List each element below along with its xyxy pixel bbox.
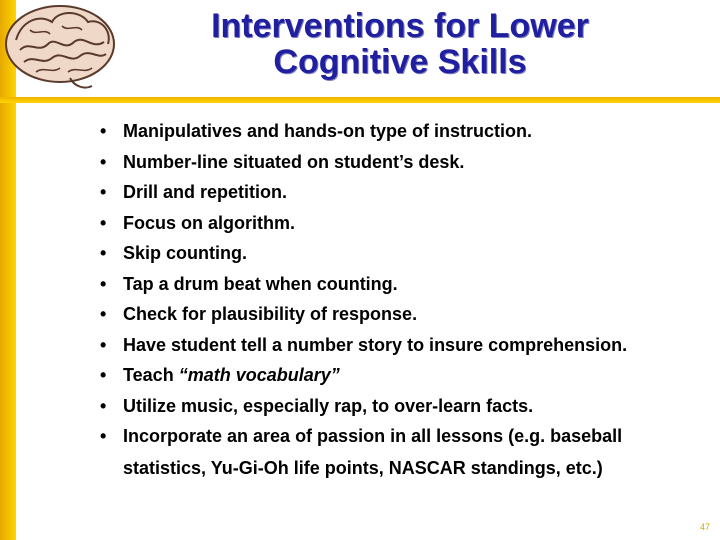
list-item xyxy=(100,242,700,264)
bullet-list xyxy=(100,120,700,493)
list-item xyxy=(100,273,700,295)
list-item xyxy=(100,120,700,142)
vocab-term: “math vocabulary” xyxy=(178,365,340,385)
title-line-1: Interventions for Lower xyxy=(211,7,589,45)
bullet-text: Have student tell a number story to insure comprehension. xyxy=(123,334,628,355)
list-item xyxy=(100,181,700,203)
bullet-icon: • xyxy=(100,182,107,202)
bullet-text: Focus on algorithm. xyxy=(123,212,296,233)
list-item xyxy=(100,425,700,484)
bullet-text xyxy=(123,364,700,386)
bullet-icon: • xyxy=(100,304,107,324)
list-item xyxy=(100,151,700,173)
list-item xyxy=(100,334,700,356)
bullet-icon: • xyxy=(100,426,107,446)
title-divider xyxy=(0,97,720,103)
brain-icon xyxy=(0,0,118,92)
title-line-2: Cognitive Skills xyxy=(273,43,527,81)
bullet-icon: • xyxy=(100,395,107,416)
bullet-icon: • xyxy=(100,334,107,355)
bullet-icon: • xyxy=(100,273,107,294)
bullet-text: Number-line situated on student’s desk. xyxy=(123,151,465,172)
list-item xyxy=(100,364,700,386)
list-item xyxy=(100,212,700,234)
bullet-text: Check for plausibility of response. xyxy=(123,304,418,324)
bullet-icon: • xyxy=(100,151,107,172)
bullet-text: Manipulatives and hands-on type of instruction. xyxy=(123,121,533,141)
bullet-text: Drill and repetition. xyxy=(123,182,288,202)
bullet-text: Tap a drum beat when counting. xyxy=(123,273,398,294)
bullet-icon: • xyxy=(100,121,107,141)
bullet-icon: • xyxy=(100,243,107,263)
bullet-icon: • xyxy=(100,212,107,233)
page-number: 47 xyxy=(699,522,710,532)
bullet-text: Incorporate an area of passion in all lessons (e.g. baseball statistics, Yu-Gi-Oh life points, NASCAR standings, etc.) xyxy=(123,426,623,478)
bullet-text: Skip counting. xyxy=(123,243,247,263)
bullet-icon: • xyxy=(100,365,107,385)
bullet-text: Utilize music, especially rap, to over-learn facts. xyxy=(123,395,534,416)
list-item xyxy=(100,395,700,417)
slide-title xyxy=(180,8,620,80)
vocab-prefix: Teach xyxy=(123,365,179,385)
list-item xyxy=(100,303,700,325)
